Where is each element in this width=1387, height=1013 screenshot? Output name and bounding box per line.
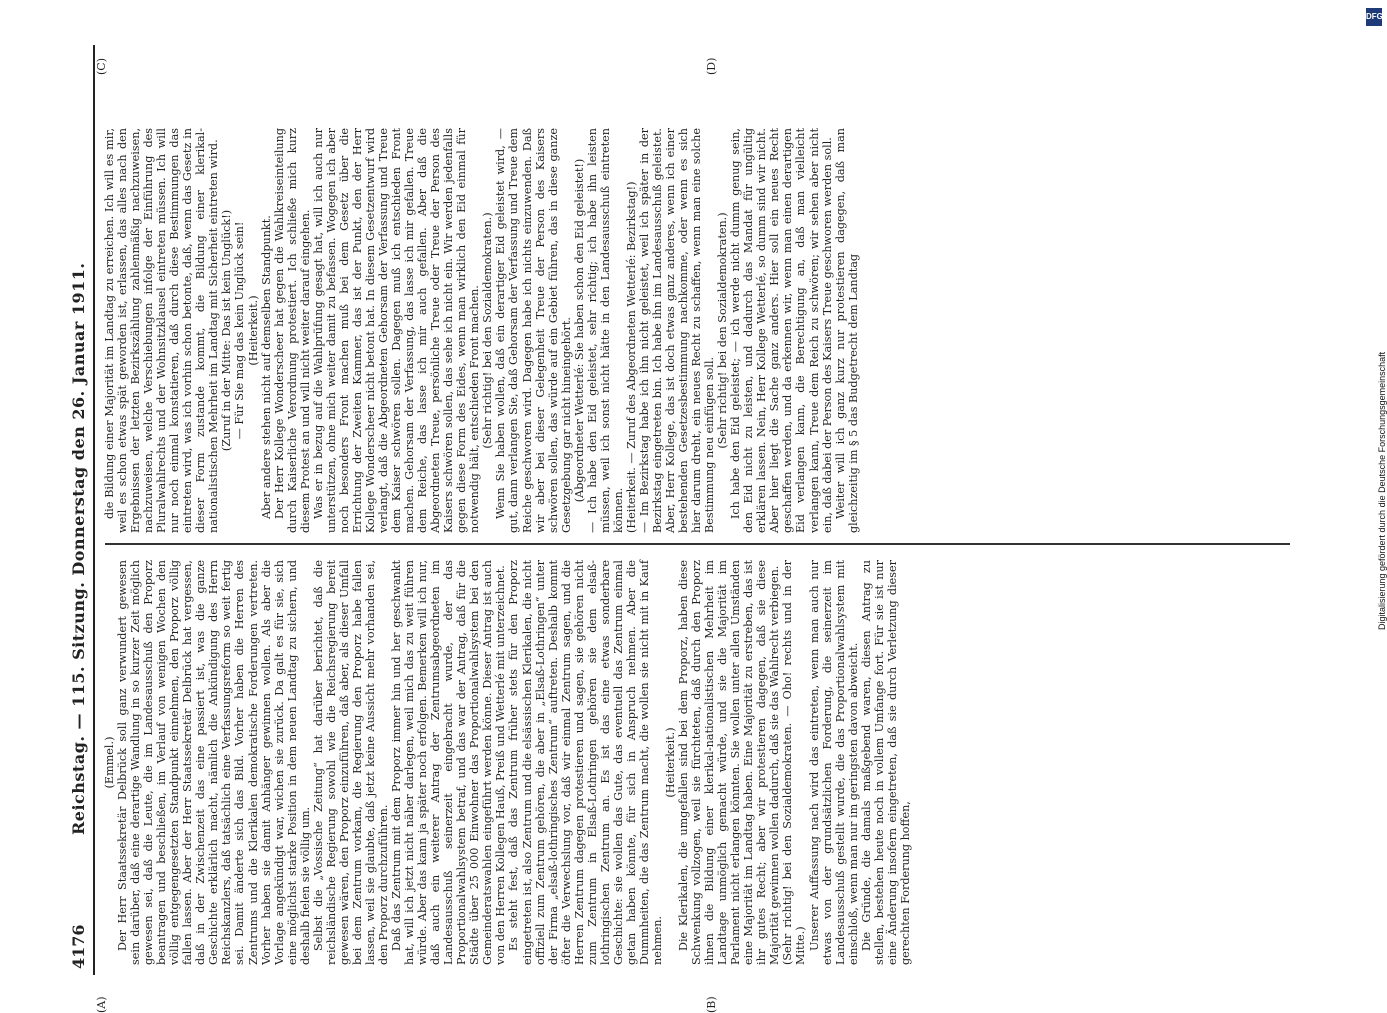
funding-credit [1365,30,1387,630]
paragraph: Es steht fest, daß das Zentrum früher stets für den Proporz eingetreten ist, also Zentrum und die elsässischen Klerikalen, die nicht offiziell zum Zentrum gehören, die aber in „Elsaß-Lothringen“ unter der Firma „elsaß-lothringisches Zentrum“ auftreten. Deshalb kommt öfter die Verwechslung vor, daß wir einmal Zentrum sagen, und die Herren Zentrum dagegen protestieren und sagen, sie gehören nicht zum Zentrum in Elsaß-Lothringen gehören sie dem elsaß-lothringischen Zentrum an. Es ist das eine etwas sonderbare Geschichte: sie wollen das Gute, das eventuell das Zentrum einmal getan haben könnte, für sich in Anspruch nehmen. Aber die Dummheiten, die das Zentrum macht, die wollen sie nicht mit in Kauf nehmen. [507,560,664,965]
paragraph: die Bildung einer Majorität im Landtag zu erreichen. Ich will es mir, weil es schon etwas spät geworden ist, erlassen, das alles nach den Ergebnissen der letzten Bezirkszählung zahlenmäßig nachzuweisen, nachzuweisen, welche Verschiebungen infolge der Einführung des Pluralwahlrechts und der Wohnsitzklausel eintreten müssen. Ich will nur noch einmal konstatieren, daß durch diese Bestimmungen das eintreten wird, was ich vorhin schon betonte, daß, wenn das Gesetz in dieser Form zustande kommt, die Bildung einer klerikal-nationalistischen Mehrheit im Landtag mit Sicherheit eintreten wird. [103,128,221,533]
paragraph: Die Klerikalen, die umgefallen sind bei dem Proporz, haben diese Schwenkung vollzogen, weil sie fürchteten, daß durch den Proporz ihnen die Bildung einer klerikal-nationalistischen Mehrheit im Landtage unmöglich gemacht würde, und sie die Majorität im Parlament nicht erlangen könnten. Sie wollen unter allen Umständen eine Majorität im Landtag haben. Eine Majorität zu erstreben, das ist ihr gutes Recht; aber wir protestieren dagegen, daß sie diese Majorität gewinnen wollen dadurch, daß sie das Wahlrecht verbiegen. [677,560,782,965]
dfg-logo: DFG [1366,8,1382,26]
text-column-left [103,560,1293,965]
paragraph: Weiter will ich ganz kurz nur protestieren dagegen, daß man gleichzeitig im § 5 das Budgetrecht dem Landtag [833,128,860,533]
paragraph: (Zuruf in der Mitte: Das ist kein Unglück!) [220,209,234,452]
paragraph: Was er in bezug auf die Wahlprüfung gesagt hat, will ich auch nur unterstützen, ohne mich weiter damit zu befassen. Wogegen ich aber noch besonders Front machen muß bei dem Gesetz über die Errichtung der Zweiten Kammer, das ist der Punkt, den der Herr Kollege Wonderscheer nicht betont hat. In diesem Gesetzentwurf wird verlangt, daß die Abgeordneten Gehorsam der Verfassung und Treue dem Kaiser schwören sollen. Dagegen muß ich entschieden Front machen. Gehorsam der Verfassung, das lasse ich mir gefallen. Treue dem Reiche, das lasse ich mir auch gefallen. Aber daß die Abgeordneten Treue, persönliche Treue oder Treue der Person des Kaisers schwören sollen, das sehe ich nicht ein. Wir werden jedenfalls gegen diese Form des Eides, wenn man wirklich den Eid einmal für notwendig hält, entschieden Front machen. [311,128,482,533]
paragraph: Selbst die „Vossische Zeitung“ hat darüber berichtet, daß die reichsländische Regierung sowohl wie die Reichsregierung bereit gewesen wären, den Proporz einzuführen, daß aber, als dieser Umfall bei dem Zentrum vorkam, die Regierung den Proporz habe fallen lassen, weil sie glaubte, daß jetzt keine Aussicht mehr vorhanden sei, den Proporz durchzuführen. [311,560,390,965]
margin-marker-b: (B) [705,996,718,1013]
paragraph: — Im Bezirkstag habe ich ihn nicht geleistet, weil ich später in der Bezirkstag eingetreten bin. Ich habe ihn im Landesausschuß geleistet. Aber, Herr Kollege, das ist doch etwas ganz anderes, wenn ich einer bestehenden Gesetzesbestimmung nachkomme, oder wenn es sich hier darum dreht, ein neues Recht zu schaffen, wenn man eine solche Bestimmung neu einfügen soll. [637,128,717,533]
paragraph: Der Herr Staatssekretär Delbrück soll ganz verwundert gewesen sein darüber, daß eine derartige Wandlung in so kurzer Zeit möglich gewesen sei, daß die Leute, die im Landesausschuß den Proporz beantragen und beschließen, im Verlauf von wenigen Wochen den völlig entgegengesetzten Standpunkt einnehmen, den Proporz völlig fallen lassen. Aber der Herr Staatssekretär Delbrück hat vergessen, daß in der Zwischenzeit das eine passiert ist, was die ganze Geschichte erklärlich macht, nämlich die Ankündigung des Herrn Reichskanzlers, daß tatsächlich eine Verfassungsreform so weit fertig sei. Damit änderte sich das Bild. Vorher haben die Herren des Zentrums und die Klerikalen demokratische Forderungen vertreten. Vorher haben sie damit Anhänger gewinnen wollen. Als aber die Vorlage angekündigt war, wichen sie zurück. Da galt es für sie, sich eine möglichst starke Position in dem neuen Landtag zu sichern, und deshalb fielen sie völlig um. [116,560,312,965]
paragraph: Der Herr Kollege Wonderscheer hat gegen die Wahlkreiseinteilung durch Kaiserliche Verordnung protestiert. Ich schließe mich kurz diesem Protest an und will nicht weiter darauf eingehen. [272,128,312,533]
paragraph: Die Gründe, die damals maßgebend waren, diesen Antrag zu stellen, bestehen heute noch in vollem Umfange fort. Für sie ist nur eine Änderung insofern eingetreten, daß sie durch Verletzung dieser gerechten Forderung hoffen, [859,560,912,965]
page-header [65,45,95,975]
paragraph: Wenn Sie haben wollen, daß ein derartiger Eid geleistet wird, — gut, dann verlangen Sie, daß Gehorsam der Verfassung und Treue dem Reiche geschworen wird. Dagegen habe ich nichts einzuwenden. Daß wir aber bei dieser Gelegenheit Treue der Person des Kaisers schwören sollen, das würde auf ein Gebiet führen, das in diese ganze Gesetzgebung gar nicht hineingehört. [494,128,573,533]
paragraph: Unserer Auffassung nach wird das eintreten, wenn man auch nur etwas von der grundsätzlichen Forderung, die seinerzeit im Landesausschuß gestellt wurde, die das Proportionalwahlsystem mit einschloß, wenn man nur im geringsten davon abweicht. [807,560,860,965]
paragraph: (Heiterkeit.) [246,295,260,366]
paragraph: (Sehr richtig! bei den Sozialdemokraten.) [716,212,730,449]
paragraph: (Emmel.) [103,736,116,789]
text-column-right [103,128,1293,533]
margin-marker-d: (D) [705,57,718,75]
paragraph: Daß das Zentrum mit dem Proporz immer hin und her geschwankt hat, will ich jetzt nicht näher darlegen, weil mich das zu weit führen würde. Aber das kann ja später noch erfolgen. Bemerken will ich nur, daß auch ein weiterer Antrag der Zentrumsabgeordneten im Landesausschuß seinerzeit eingebracht wurde, der das Proportionalwahlsystem betraf, und das war der Antrag, daß für die Städte über 25 000 Einwohner das Proportionalwahlsystem bei den Gemeinderatswahlen eingeführt werden könne. Dieser Antrag ist auch von den Herren Kollegen Hauß, Preiß und Wetterlé mit unterzeichnet. [390,560,508,965]
column-divider [105,543,1290,545]
rotated-page [65,45,1315,1013]
paragraph: Ich habe den Eid geleistet; — ich werde nicht dumm genug sein, den Eid nicht zu leisten, und dadurch das Mandat für ungültig erklären lassen. Nein, Herr Kollege Wetterlé, so dumm sind wir nicht. Aber hier liegt die Sache ganz anders. Hier soll ein neues Recht geschaffen werden, und da erkennen wir, wenn man einen derartigen Eid verlangen kann, die Berechtigung an, daß man vielleicht verlangen kann, Treue dem Reich zu schwören; wir sehen aber nicht ein, daß dabei der Person des Kaisers Treue geschworen werden soll. [729,128,834,533]
page-title: Reichstag. — 115. Sitzung. Donnerstag den 26. Januar 1911. [69,262,88,835]
page-number: 4176 [69,924,88,969]
margin-marker-c: (C) [95,58,108,75]
paragraph: (Sehr richtig! bei den Sozialdemokraten. — Oho! rechts und in der Mitte.) [781,560,808,965]
paragraph: (Heiterkeit. — Zuruf des Abgeordneten Wetterlé: Bezirkstag!) [624,181,638,533]
margin-marker-a: (A) [95,996,108,1013]
paragraph: (Abgeordneter Wetterlé: Sie haben schon den Eid geleistet!) [572,158,586,503]
paragraph: (Sehr richtig! bei den Sozialdemokraten.) [481,212,495,449]
paragraph: Aber andere stehen nicht auf demselben Standpunkt. [259,215,273,519]
funding-credit-text: Digitalisierung gefördert durch die Deutsche Forschungsgemeinschaft [1377,351,1387,630]
paragraph: (Heiterkeit.) [664,727,678,798]
header-rule [93,45,95,975]
paragraph: — Für Sie mag das kein Unglück sein! [233,221,247,440]
paragraph: — Ich habe den Eid geleistet, sehr richtig; ich habe ihn leisten müssen, weil ich sonst nicht hätte in den Landesausschuß eintreten können. [585,128,625,533]
